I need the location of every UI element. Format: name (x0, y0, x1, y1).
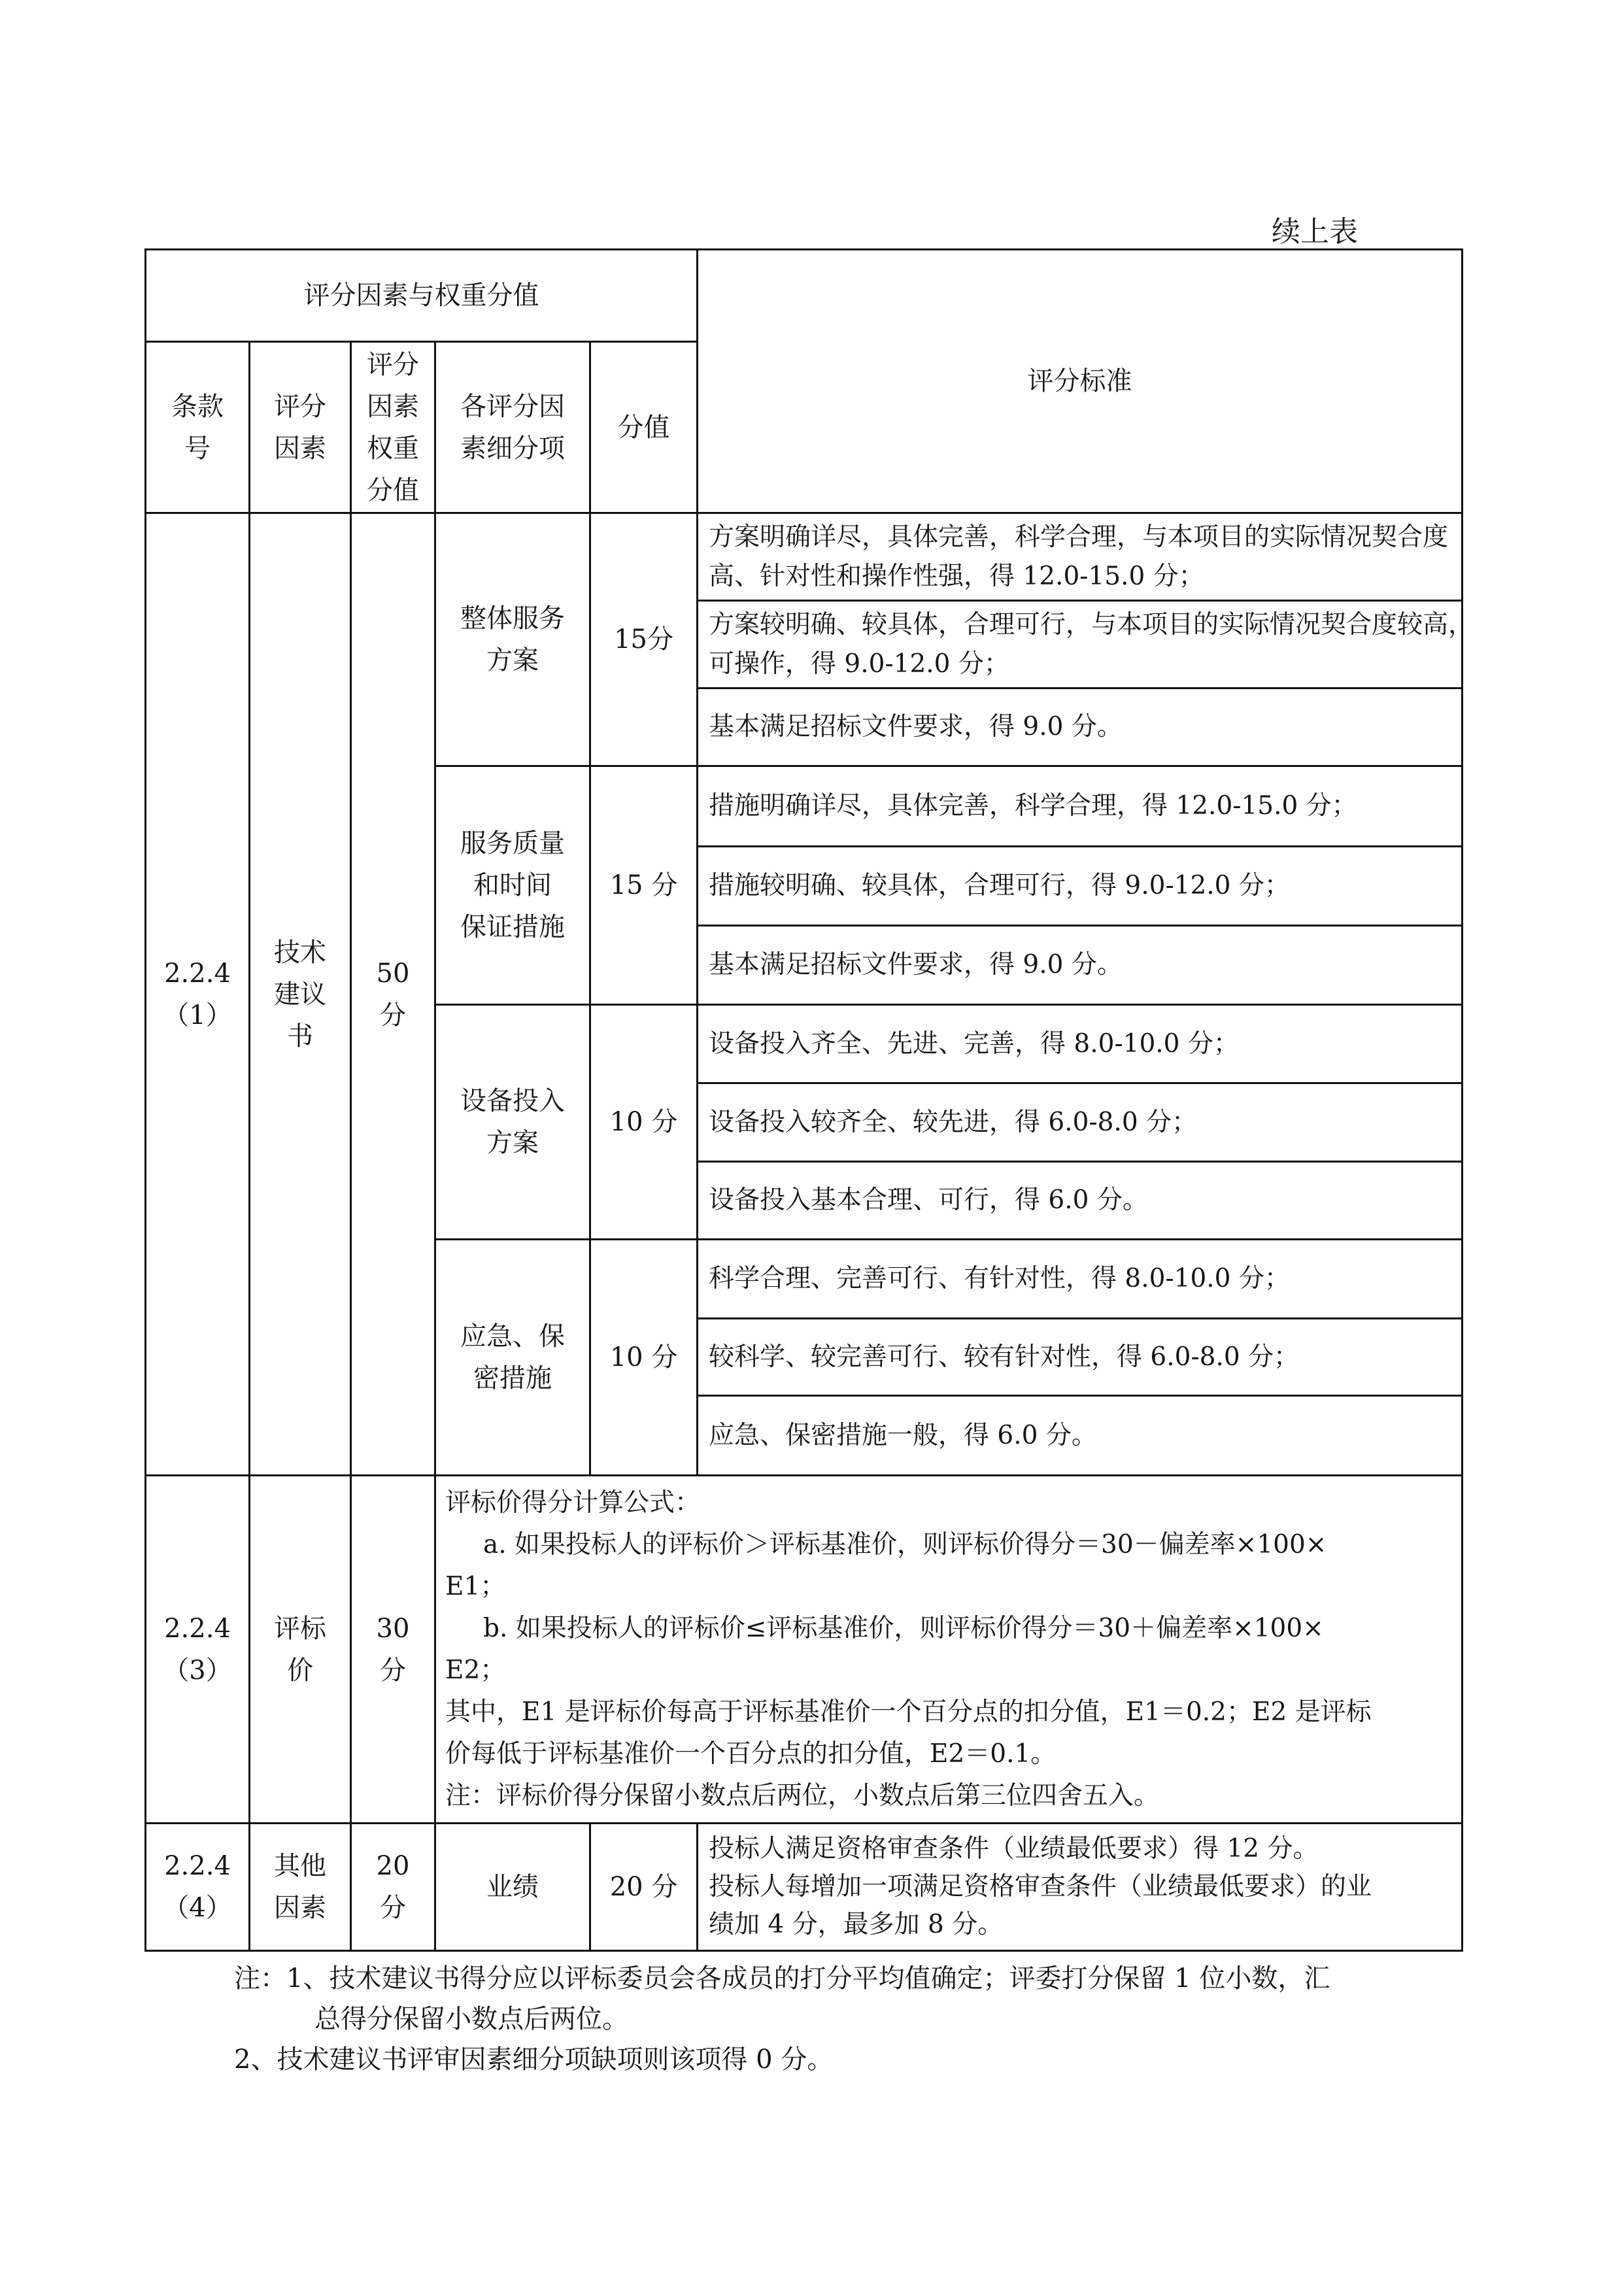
subitem-cell: 服务质量 和时间 保证措施 (435, 766, 590, 1005)
criteria-cell: 方案明确详尽，具体完善，科学合理，与本项目的实际情况契合度 高、针对性和操作性强，得 12.0-15.0 分； (698, 513, 1463, 601)
note-1-cont: 总得分保留小数点后两位。 (314, 2004, 628, 2034)
formula-explanation-cont: 价每低于评标基准价一个百分点的扣分值，E2＝0.1。 (445, 1739, 1057, 1769)
clause-cell: 2.2.4 （4） (146, 1824, 250, 1951)
formula-b: b. 如果投标人的评标价≤评标基准价，则评标价得分＝30＋偏差率×100× (483, 1613, 1324, 1643)
criteria-cell: 设备投入基本合理、可行，得 6.0 分。 (698, 1162, 1463, 1240)
weight-cell: 50 分 (351, 513, 435, 1476)
continuation-label: 续上表 (1272, 215, 1358, 248)
score-cell: 15 分 (590, 766, 698, 1005)
subitem-cell: 应急、保 密措施 (435, 1240, 590, 1476)
criteria-cell: 设备投入较齐全、较先进，得 6.0-8.0 分； (698, 1083, 1463, 1162)
formula-a-cont: E1； (445, 1571, 506, 1601)
subitem-cell: 业绩 (435, 1824, 590, 1951)
formula-note: 注：评标价得分保留小数点后两位，小数点后第三位四舍五入。 (445, 1780, 1160, 1810)
subitem-cell: 设备投入 方案 (435, 1005, 590, 1240)
scoring-table (144, 248, 1474, 1952)
clause-cell: 2.2.4 （3） (146, 1476, 250, 1824)
criteria-cell: 基本满足招标文件要求，得 9.0 分。 (698, 926, 1463, 1005)
criteria-header: 评分标准 (698, 250, 1463, 513)
col-factor-header: 评分 因素 (250, 342, 351, 513)
score-cell: 10 分 (590, 1240, 698, 1476)
weight-cell: 20 分 (351, 1824, 435, 1951)
criteria-cell: 投标人满足资格审查条件（业绩最低要求）得 12 分。 投标人每增加一项满足资格审查条件（业绩最低要求）的业 绩加 4 分，最多加 8 分。 (698, 1824, 1463, 1951)
weight-cell: 30 分 (351, 1476, 435, 1824)
criteria-cell: 设备投入齐全、先进、完善，得 8.0-10.0 分； (698, 1005, 1463, 1083)
price-formula-cell (435, 1476, 1463, 1824)
criteria-cell: 方案较明确、较具体，合理可行，与本项目的实际情况契合度较高， 可操作，得 9.0-12.0 分； (698, 601, 1463, 688)
formula-explanation: 其中，E1 是评标价每高于评标基准价一个百分点的扣分值，E1＝0.2；E2 是评标 (445, 1697, 1372, 1727)
col-weight-header: 评分 因素 权重 分值 (351, 342, 435, 513)
col-subitem-header: 各评分因 素细分项 (435, 342, 590, 513)
col-score-header: 分值 (590, 342, 698, 513)
criteria-cell: 科学合理、完善可行、有针对性，得 8.0-10.0 分； (698, 1240, 1463, 1319)
criteria-cell: 措施较明确、较具体，合理可行，得 9.0-12.0 分； (698, 847, 1463, 926)
factor-cell: 技术 建议 书 (250, 513, 351, 1476)
subitem-cell: 整体服务 方案 (435, 513, 590, 766)
clause-cell: 2.2.4 （1） (146, 513, 250, 1476)
factor-cell: 其他 因素 (250, 1824, 351, 1951)
note-1: 注：1、技术建议书得分应以评标委员会各成员的打分平均值确定；评委打分保留 1 位小数，汇 (234, 1963, 1330, 1994)
criteria-cell: 措施明确详尽，具体完善，科学合理，得 12.0-15.0 分； (698, 766, 1463, 847)
footnotes (234, 1958, 1461, 2080)
criteria-cell: 应急、保密措施一般，得 6.0 分。 (698, 1396, 1463, 1476)
factor-cell: 评标 价 (250, 1476, 351, 1824)
score-cell: 15分 (590, 513, 698, 766)
formula-b-cont: E2； (445, 1655, 506, 1685)
note-2: 2、技术建议书评审因素细分项缺项则该项得 0 分。 (234, 2045, 834, 2075)
page-body (144, 248, 1474, 2080)
score-cell: 20 分 (590, 1824, 698, 1951)
group-header: 评分因素与权重分值 (146, 250, 698, 342)
criteria-cell: 较科学、较完善可行、较有针对性，得 6.0-8.0 分； (698, 1319, 1463, 1396)
criteria-cell: 基本满足招标文件要求，得 9.0 分。 (698, 688, 1463, 766)
score-cell: 10 分 (590, 1005, 698, 1240)
formula-a: a. 如果投标人的评标价＞评标基准价，则评标价得分＝30－偏差率×100× (483, 1529, 1327, 1559)
formula-title: 评标价得分计算公式： (445, 1487, 701, 1518)
col-clause-header: 条款 号 (146, 342, 250, 513)
